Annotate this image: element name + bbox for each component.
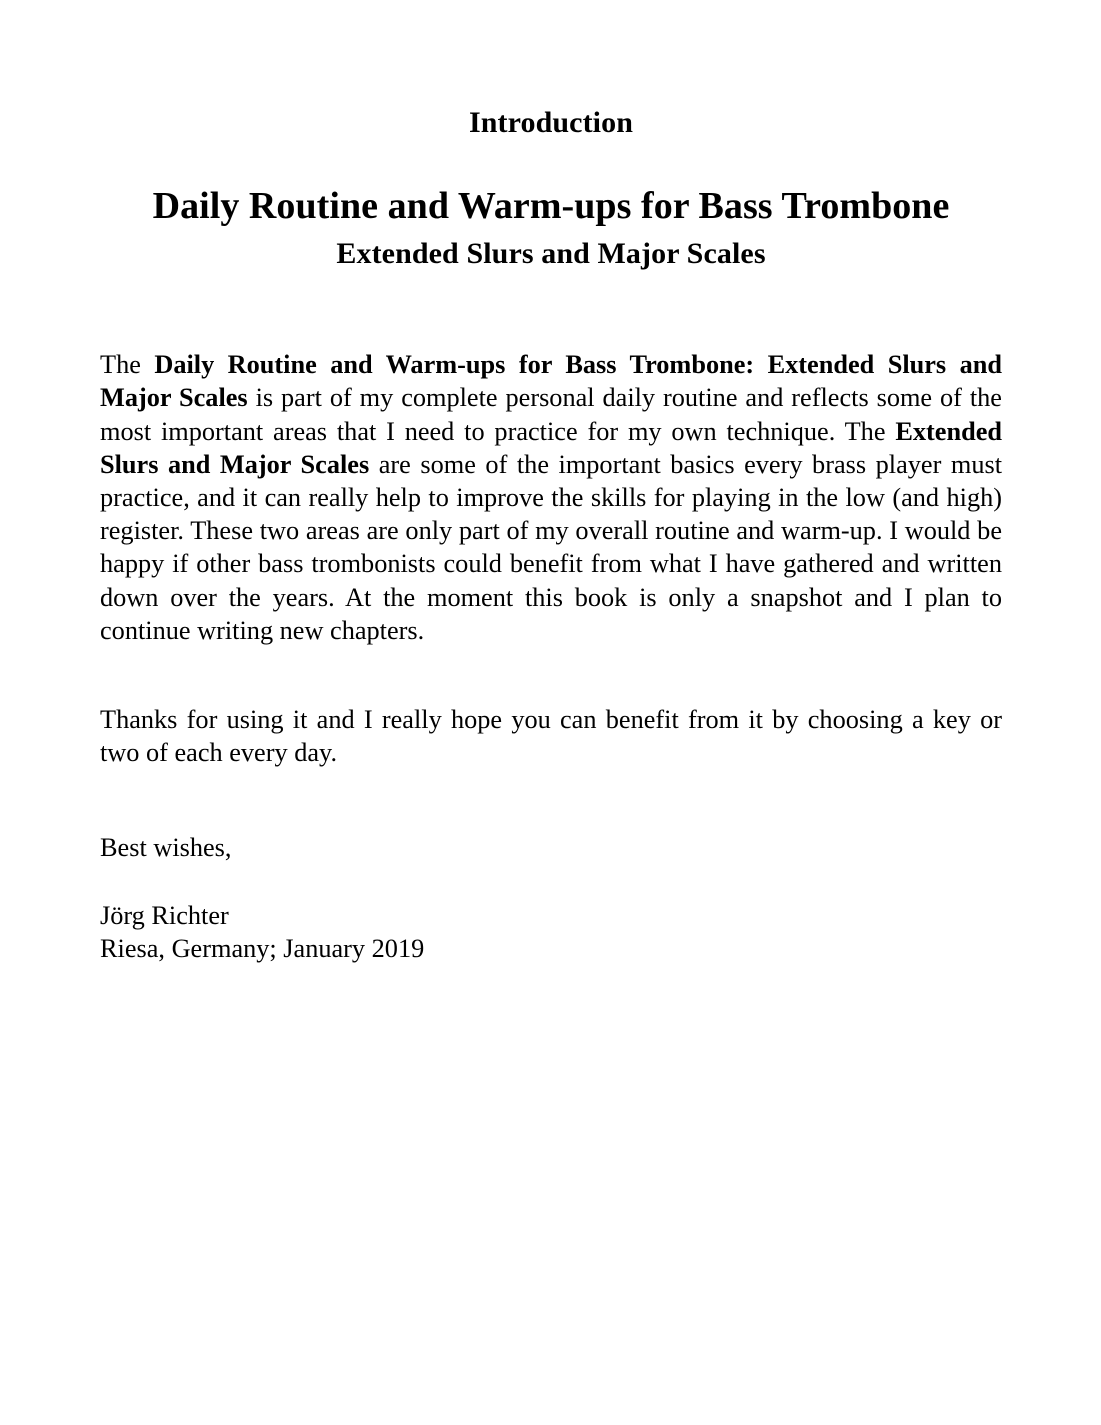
intro-run-plain-2: is part of my complete personal daily routine and reflects some of the most important areas that I need to practice for my own technique. The (100, 383, 1002, 446)
signature-place-date: Riesa, Germany; January 2019 (100, 933, 425, 963)
paragraph-introduction (100, 272, 1002, 647)
intro-run-bold-2: Extended Slurs and Major Scales (100, 416, 1002, 479)
page-subtitle: Extended Slurs and Major Scales (336, 237, 766, 271)
paragraph-closing: Best wishes, (100, 833, 232, 863)
intro-run-bold-1: Daily Routine and Warm-ups for Bass Trombone: Extended Slurs and Major Scales (100, 350, 1002, 413)
document-content-column (100, 0, 1002, 965)
signature-block (100, 865, 1002, 965)
page-title: Daily Routine and Warm-ups for Bass Trombone (152, 184, 950, 227)
signature-name: Jörg Richter (100, 900, 229, 930)
paragraph-thanks: Thanks for using it and I really hope you can benefit from it by choosing a key or two of each every day. (100, 705, 1002, 768)
section-heading: Introduction (468, 106, 634, 139)
intro-run-plain-1: The (100, 350, 155, 380)
intro-run-plain-3: are some of the important basics every brass player must practice, and it can really help to improve the skills for playing in the low (and high) register. These two areas are only part of my overall routine and warm-up. I would be happy if other bass trombonists could benefit from what I have gathered and written down over the years. At the moment this book is only a snapshot and I plan to continue writing new chapters. (100, 449, 1003, 645)
